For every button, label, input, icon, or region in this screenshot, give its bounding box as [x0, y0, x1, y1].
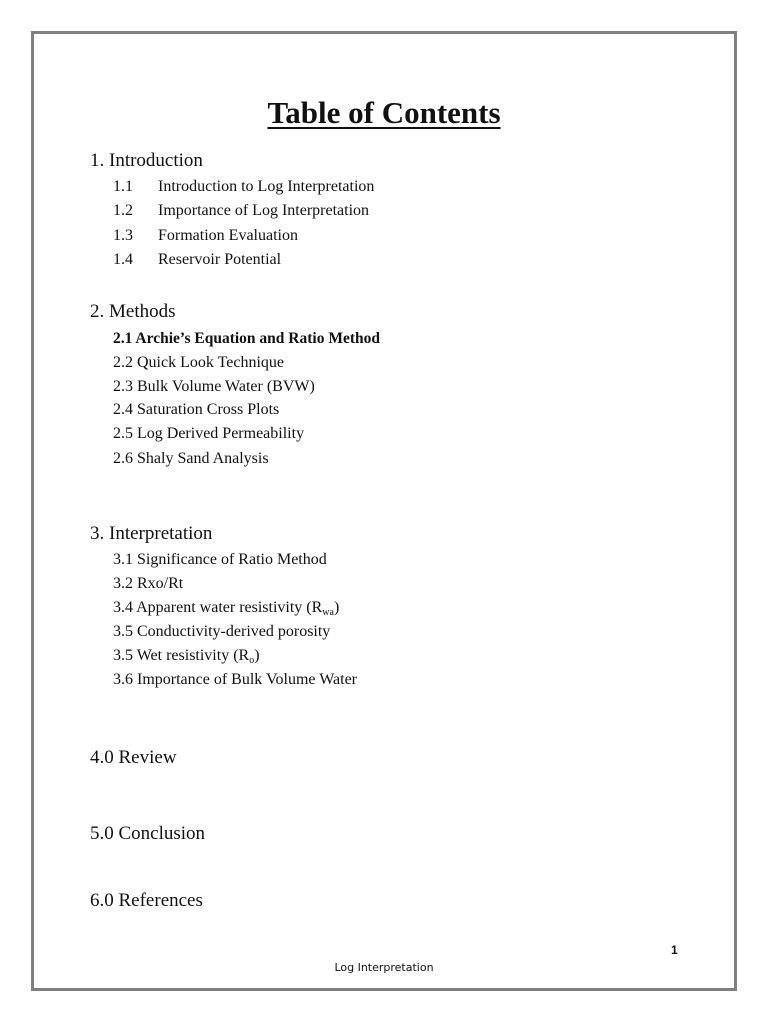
section-heading-review: 4.0 Review: [90, 747, 177, 768]
toc-entry: [113, 202, 369, 220]
toc-entry-number: 2.5: [113, 425, 133, 442]
toc-entry-number: 3.5: [113, 647, 133, 664]
section-heading-references: 6.0 References: [90, 890, 203, 911]
toc-entry: [113, 178, 374, 196]
toc-entry: [113, 227, 298, 245]
section-heading-methods: 2. Methods: [90, 301, 176, 322]
toc-entry-text: Shaly Sand Analysis: [137, 450, 269, 467]
toc-entry: [113, 354, 284, 372]
toc-entry-number: 1.1: [113, 178, 133, 195]
toc-entry-text: Conductivity-derived porosity: [137, 623, 331, 640]
toc-entry: [113, 450, 269, 468]
toc-entry-number: 3.1: [113, 551, 133, 568]
section-heading-interpretation: 3. Interpretation: [90, 523, 213, 544]
toc-entry-text: Log Derived Permeability: [137, 425, 305, 442]
page-footer: Log Interpretation: [334, 961, 434, 974]
toc-entry: [113, 647, 260, 665]
toc-entry: [113, 599, 339, 617]
toc-entry: [113, 330, 380, 348]
toc-entry: [113, 425, 304, 443]
toc-entry-text: Rxo/Rt: [137, 575, 184, 592]
toc-entry-text: Introduction to Log Interpretation: [158, 178, 375, 195]
toc-entry-text: Formation Evaluation: [158, 227, 298, 244]
toc-entry-number: 2.6: [113, 450, 133, 467]
section-heading-introduction: 1. Introduction: [90, 150, 203, 171]
toc-entry-text: Importance of Bulk Volume Water: [137, 671, 357, 688]
toc-entry-number: 2.2: [113, 354, 133, 371]
toc-entry-number: 2.3: [113, 378, 133, 395]
toc-entry-subscript: o: [249, 655, 255, 666]
toc-entry-number: 1.2: [113, 202, 133, 219]
document-page: [31, 31, 737, 991]
toc-entry: [113, 671, 357, 689]
toc-entry-number: 1.4: [113, 251, 133, 268]
page-number: 1: [671, 943, 678, 957]
toc-entry-subscript: wa: [322, 607, 334, 618]
toc-entry-number: 3.2: [113, 575, 133, 592]
toc-entry-suffix: ): [333, 599, 340, 616]
toc-entry-number: 2.1: [113, 330, 133, 347]
toc-entry: [113, 623, 330, 641]
toc-entry: [113, 251, 281, 269]
page-title: Table of Contents: [267, 95, 501, 130]
toc-entry: [113, 401, 279, 419]
section-heading-conclusion: 5.0 Conclusion: [90, 823, 206, 844]
toc-entry-number: 3.4: [113, 599, 133, 616]
toc-entry-number: 2.4: [113, 401, 133, 418]
toc-entry-text: Apparent water resistivity (R: [136, 599, 323, 616]
toc-entry-text: Wet resistivity (R: [136, 647, 250, 664]
toc-entry-text: Reservoir Potential: [158, 251, 282, 268]
toc-entry-text: Bulk Volume Water (BVW): [137, 378, 315, 395]
toc-entry-number: 1.3: [113, 227, 133, 244]
toc-entry-number: 3.6: [113, 671, 133, 688]
toc-entry-text: Importance of Log Interpretation: [158, 202, 370, 219]
toc-entry: [113, 575, 183, 593]
toc-entry: [113, 378, 315, 396]
toc-entry-suffix: ): [254, 647, 260, 664]
toc-entry-number: 3.5: [113, 623, 133, 640]
toc-entry-text: Significance of Ratio Method: [137, 551, 327, 568]
toc-entry-text: Saturation Cross Plots: [137, 401, 280, 418]
toc-entry-text: Archie’s Equation and Ratio Method: [135, 330, 380, 347]
toc-entry-text: Quick Look Technique: [137, 354, 284, 371]
toc-entry: [113, 551, 327, 569]
